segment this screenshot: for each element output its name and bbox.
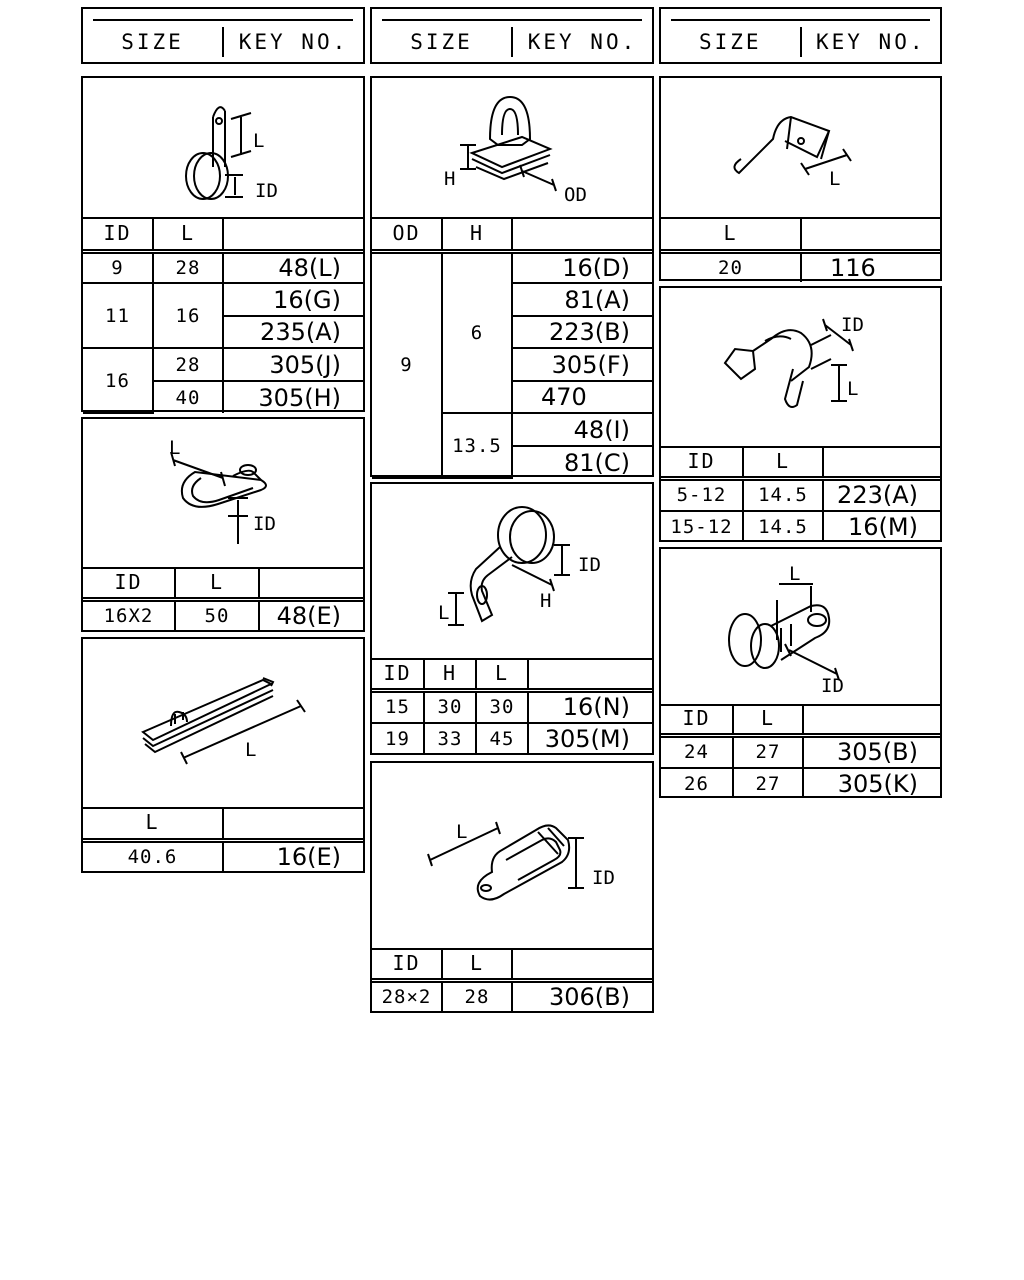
- col-header: ID: [372, 948, 442, 980]
- illustration-grommet-clip: [661, 549, 940, 706]
- cell: 15: [372, 690, 424, 723]
- key-cell: 470: [512, 381, 652, 413]
- panel-bent-clip: [659, 76, 942, 281]
- header-size-label: SIZE: [83, 27, 224, 57]
- key-cell: 16(M): [823, 511, 940, 542]
- key-cell: 306(B): [512, 980, 652, 1011]
- col-header: L: [153, 217, 223, 251]
- col-header: [528, 658, 652, 690]
- oval-clip-drawing: [83, 419, 363, 567]
- illustration-oval-clip: [83, 419, 363, 569]
- cell: 28: [153, 251, 223, 283]
- key-cell: 305(J): [223, 348, 363, 381]
- cell: 50: [175, 599, 259, 630]
- col-header: ID: [372, 658, 424, 690]
- dim-label: L: [456, 821, 468, 843]
- dim-label: L: [829, 168, 841, 190]
- key-cell: 16(N): [528, 690, 652, 723]
- col-header: [801, 217, 940, 251]
- dim-label: OD: [564, 184, 587, 206]
- panel-oval-clip: [81, 417, 365, 632]
- cell: 28×2: [372, 980, 442, 1011]
- panel-push-clip: [370, 76, 654, 477]
- col-header: [223, 807, 363, 840]
- panel-firtree-clip: [659, 286, 942, 542]
- dim-label: H: [444, 168, 456, 190]
- col-header: ID: [83, 567, 175, 599]
- cell: 9: [372, 251, 442, 478]
- col-header: L: [733, 704, 803, 735]
- header-col2: [370, 7, 654, 64]
- col-header: L: [476, 658, 528, 690]
- key-cell: 305(K): [803, 768, 940, 798]
- cell: 20: [661, 251, 801, 282]
- dim-label: L: [169, 437, 181, 459]
- cell: 5-12: [661, 478, 743, 511]
- dim-label: ID: [578, 554, 601, 576]
- header-rule: [671, 19, 930, 21]
- dim-label: L: [789, 563, 801, 585]
- dim-label: ID: [841, 314, 864, 336]
- dim-label: H: [540, 590, 552, 612]
- col-header: [823, 446, 940, 478]
- header-rule: [382, 19, 642, 21]
- illustration-strap-clip: [83, 639, 363, 809]
- cell: 16: [153, 283, 223, 348]
- key-cell: 305(H): [223, 381, 363, 413]
- dim-label: L: [847, 378, 859, 400]
- dim-label: ID: [255, 180, 278, 202]
- cell: 15-12: [661, 511, 743, 542]
- col-header: ID: [661, 704, 733, 735]
- illustration-push-clip: [372, 78, 652, 219]
- grommet-clip-drawing: [661, 549, 940, 704]
- strap-clip-drawing: [83, 639, 363, 807]
- cell: 30: [476, 690, 528, 723]
- header-size-label: SIZE: [372, 27, 513, 57]
- cell: 28: [442, 980, 512, 1011]
- col-header: H: [424, 658, 476, 690]
- cell: 28: [153, 348, 223, 381]
- key-cell: 16(G): [223, 283, 363, 316]
- table-loop-clip: [83, 217, 363, 414]
- panel-strap-clip: [81, 637, 365, 873]
- cell: 16X2: [83, 599, 175, 630]
- col-header: [803, 704, 940, 735]
- cell: 30: [424, 690, 476, 723]
- dim-label: ID: [253, 513, 276, 535]
- panel-grommet-clip: [659, 547, 942, 798]
- double-clip-drawing: [372, 763, 652, 948]
- col-header: H: [442, 217, 512, 251]
- dim-label: L: [253, 130, 265, 152]
- col-header: [512, 948, 652, 980]
- cell: 40.6: [83, 840, 223, 871]
- col-header: L: [743, 446, 823, 478]
- dim-label: L: [438, 602, 450, 624]
- header-key-label: KEY NO.: [815, 29, 926, 54]
- table-p-clip: [372, 658, 652, 754]
- key-cell: 305(F): [512, 348, 652, 381]
- cell: 19: [372, 723, 424, 754]
- col-header: L: [442, 948, 512, 980]
- table-grommet-clip: [661, 704, 940, 798]
- cell: 14.5: [743, 478, 823, 511]
- key-cell: 48(I): [512, 413, 652, 446]
- key-cell: 81(A): [512, 283, 652, 316]
- dim-label: L: [245, 739, 257, 761]
- key-cell: 305(B): [803, 735, 940, 768]
- p-clip-drawing: [372, 484, 652, 658]
- col-header: L: [83, 807, 223, 840]
- col-header: [512, 217, 652, 251]
- panel-loop-clip: [81, 76, 365, 412]
- col-header: ID: [661, 446, 743, 478]
- col-header: OD: [372, 217, 442, 251]
- illustration-double-clip: [372, 763, 652, 950]
- cell: 24: [661, 735, 733, 768]
- cell: 27: [733, 735, 803, 768]
- cell: 27: [733, 768, 803, 798]
- header-rule: [93, 19, 353, 21]
- key-cell: 48(E): [259, 599, 363, 630]
- illustration-p-clip: [372, 484, 652, 660]
- cell: 11: [83, 283, 153, 348]
- cell: 40: [153, 381, 223, 413]
- panel-double-clip: [370, 761, 654, 1013]
- key-cell: 48(L): [223, 251, 363, 283]
- table-strap-clip: [83, 807, 363, 871]
- loop-clip-drawing: [83, 78, 363, 217]
- table-bent-clip: [661, 217, 940, 282]
- cell: 16: [83, 348, 153, 413]
- push-clip-drawing: [372, 78, 652, 217]
- cell: 9: [83, 251, 153, 283]
- header-size-label: SIZE: [661, 27, 802, 57]
- col-header: L: [661, 217, 801, 251]
- table-firtree-clip: [661, 446, 940, 542]
- header-key-label: KEY NO.: [527, 29, 638, 54]
- col-header: L: [175, 567, 259, 599]
- key-cell: 235(A): [223, 316, 363, 348]
- bent-clip-drawing: [661, 78, 940, 217]
- dim-label: ID: [592, 867, 615, 889]
- col-header: [259, 567, 363, 599]
- panel-p-clip: [370, 482, 654, 755]
- cell: 45: [476, 723, 528, 754]
- key-cell: 16(E): [223, 840, 363, 871]
- illustration-bent-clip: [661, 78, 940, 219]
- table-push-clip: [372, 217, 652, 479]
- illustration-firtree-clip: [661, 288, 940, 448]
- key-cell: 116: [801, 251, 940, 282]
- header-col3: [659, 7, 942, 64]
- key-cell: 223(A): [823, 478, 940, 511]
- cell: 6: [442, 251, 512, 413]
- header-col1: [81, 7, 365, 64]
- col-header: [223, 217, 363, 251]
- table-oval-clip: [83, 567, 363, 630]
- col-header: ID: [83, 217, 153, 251]
- firtree-clip-drawing: [661, 288, 940, 446]
- key-cell: 16(D): [512, 251, 652, 283]
- key-cell: 305(M): [528, 723, 652, 754]
- cell: 13.5: [442, 413, 512, 478]
- illustration-loop-clip: [83, 78, 363, 219]
- dim-label: ID: [821, 675, 844, 697]
- header-key-label: KEY NO.: [238, 29, 349, 54]
- key-cell: 81(C): [512, 446, 652, 478]
- cell: 14.5: [743, 511, 823, 542]
- cell: 26: [661, 768, 733, 798]
- key-cell: 223(B): [512, 316, 652, 348]
- table-double-clip: [372, 948, 652, 1011]
- cell: 33: [424, 723, 476, 754]
